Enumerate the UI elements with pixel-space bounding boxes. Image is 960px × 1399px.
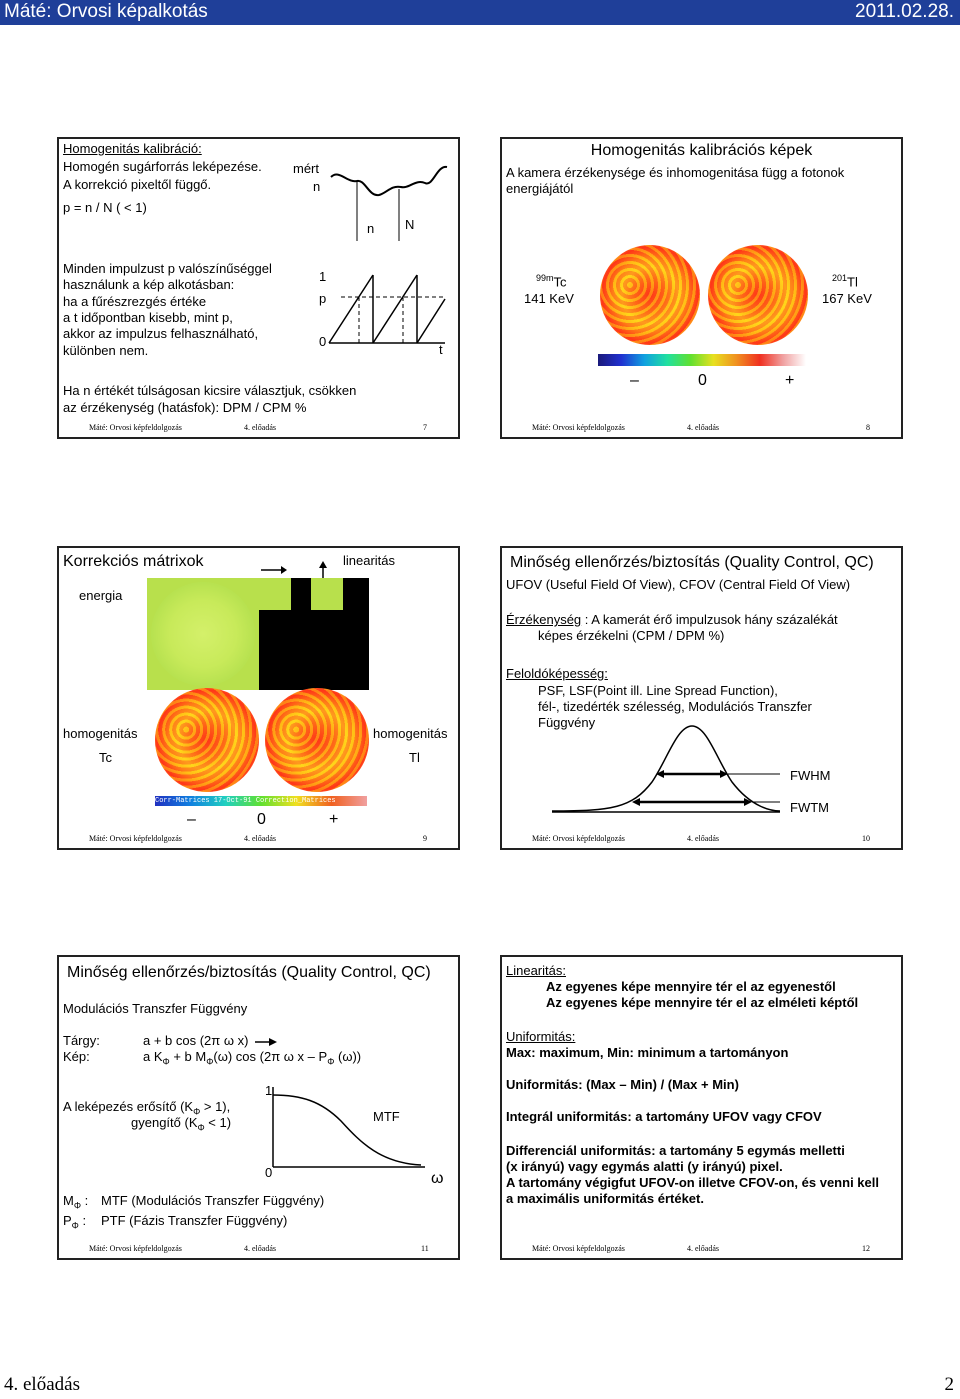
slide11-m-label: M: [63, 1193, 74, 1208]
slide7-footer-num: 7: [423, 423, 427, 432]
slide7-sawtooth-diagram: [327, 259, 447, 349]
slide11-footer-num: 11: [421, 1244, 429, 1253]
slide9-minus: –: [187, 811, 196, 828]
slide9-homog1: homogenitás: [63, 726, 138, 741]
slide7-axis-0: 0: [319, 334, 327, 349]
slide9-energia: energia: [79, 588, 123, 603]
slide7-n-label: n: [313, 179, 321, 194]
slide11-phi7: Φ: [71, 1220, 79, 1231]
slide7-mert-label: mért: [293, 161, 319, 176]
slide11-phi1: Φ: [162, 1056, 170, 1067]
slide7-para4: a t időpontban kisebb, mint p,: [63, 310, 233, 325]
slide8-tc: Tc: [553, 274, 567, 290]
slide10-fwtm: FWTM: [790, 800, 829, 815]
slide-9: [57, 546, 460, 850]
slide9-tc: Tc: [99, 750, 112, 765]
slide11-kep-f3: (ω) cos (2π ω x – P: [213, 1049, 328, 1064]
slide7-para2: használunk a kép alkotásban:: [63, 277, 235, 292]
slide11-footer-author: Máté: Orvosi képfeldolgozás: [89, 1244, 182, 1253]
slide12-lin2: Az egyenes képe mennyire tér el az elméleti képtől: [546, 995, 859, 1010]
slide11-phi6: Φ: [73, 1200, 82, 1211]
slide7-axis-t: t: [439, 342, 443, 357]
slide8-tl-kev: 167 KeV: [822, 291, 872, 306]
slide11-phi3: Φ: [327, 1056, 335, 1067]
page-footer-lecture: 4. előadás: [4, 1374, 80, 1395]
slide7-bottom1: Ha n értékét túlságosan kicsire választjuk, csökken: [63, 383, 357, 398]
slide10-f3: Függvény: [538, 715, 596, 730]
slide7-para5: akkor az impulzus felhasználható,: [63, 326, 259, 341]
slide11-mtf-curve: [271, 1087, 427, 1169]
slide8-title: Homogenitás kalibrációs képek: [590, 142, 813, 159]
slide11-lek2: gyengítő (K: [131, 1115, 198, 1130]
slide10-f2: fél-, tizedérték szélesség, Modulációs Transzfer: [538, 699, 812, 714]
slide10-footer-num: 10: [862, 834, 870, 843]
slide9-footer-author: Máté: Orvosi képfeldolgozás: [89, 834, 182, 843]
slide7-para3: ha a fűrészrezgés értéke: [63, 294, 207, 309]
slide8-tl-label: [832, 273, 858, 291]
slide8-tc-label: [536, 273, 567, 291]
slide8-tl: Tl: [847, 274, 858, 290]
slide11-footer-lecture: 4. előadás: [244, 1244, 276, 1253]
slide12-lin-title: Linearitás:: [506, 963, 566, 978]
slide7-axis-1: 1: [319, 269, 327, 284]
slide12-unif-title: Uniformitás:: [506, 1029, 576, 1044]
slide10-ufov: UFOV (Useful Field Of View), CFOV (Central Field Of View): [506, 577, 851, 592]
slide11-kep-f2: + b M: [169, 1049, 207, 1064]
slide9-tl-homog-image: [265, 688, 369, 792]
slide9-homog2: homogenitás: [373, 726, 448, 741]
slide12-diff1: Differenciál uniformitás: a tartomány 5 egymás melletti: [506, 1143, 845, 1158]
slide7-footer-author: Máté: Orvosi képfeldolgozás: [89, 423, 182, 432]
slide10-f1: PSF, LSF(Point ill. Line Spread Function),: [538, 683, 778, 698]
slide7-line3: p = n / N ( < 1): [63, 200, 147, 215]
header-title: Máté: Orvosi képalkotás: [4, 1, 208, 22]
slide11-p-label: P: [63, 1213, 72, 1228]
slide8-sub2: energiájától: [506, 181, 574, 196]
slide10-psf-curve: [552, 722, 782, 822]
slide7-para6: különben nem.: [63, 343, 149, 358]
slide8-footer-author: Máté: Orvosi képfeldolgozás: [532, 423, 625, 432]
slide8-color-scale: [598, 354, 806, 366]
slide11-kep: Kép:: [63, 1049, 90, 1064]
slide-11: Minőség ellenőrzés/biztosítás (Quality Control, QC) Modulációs Transzfer Függvény Tárgy: a + b cos (2π ω x) Kép: a $K_\Phi + b$ $M_\Phi(\omega)$ cos (2π ω x – $P_\Phi$ (ω)) A leképezés erősítő $(K_\Phi > 1)$, gyengítő $(K_\Phi < 1)$ 1 0 ω MTF $M_\Phi$ : MTF (Modulációs Transzfer Függvény) $P_\Phi$ : PTF (Fázis Transzfer Függvény) Máté: Orvosi képfeldolgozás 4. előadás 11: [57, 955, 460, 1260]
slide11-kep-f1: a K: [143, 1049, 163, 1064]
slide9-tc-homog-image: [155, 688, 259, 792]
slide11-arrow-icon: [255, 1037, 279, 1047]
slide10-footer-author: Máté: Orvosi képfeldolgozás: [532, 834, 625, 843]
slide8-plus: +: [785, 372, 795, 389]
slide7-footer-lecture: 4. előadás: [244, 423, 276, 432]
slide10-erz-text2: képes érzékelni (CPM / DPM %): [538, 628, 725, 643]
slide7-title: Homogenitás kalibráció:: [63, 141, 202, 156]
slide8-footer-lecture: 4. előadás: [687, 423, 719, 432]
slide8-tl-image: [708, 245, 808, 345]
slide8-zero: 0: [698, 372, 707, 389]
slide9-plus: +: [329, 811, 339, 828]
slide12-diff2: (x irányú) vagy egymás alatti (y irányú) pixel.: [506, 1159, 783, 1174]
slide10-fwhm: FWHM: [790, 768, 831, 783]
slide11-omega: ω: [431, 1170, 444, 1187]
slide10-title: Minőség ellenőrzés/biztosítás (Quality Control, QC): [510, 554, 874, 571]
slide-10: [500, 546, 903, 850]
slide11-kep-f4: (ω)): [334, 1049, 362, 1064]
slide11-lek1b: > 1),: [200, 1099, 231, 1114]
slide8-sub1: A kamera érzékenysége és inhomogenitása függ a fotonok: [506, 165, 845, 180]
slide12-footer-author: Máté: Orvosi képfeldolgozás: [532, 1244, 625, 1253]
slide12-unif1: Max: maximum, Min: minimum a tartományon: [506, 1045, 789, 1060]
slide8-tc-image: [600, 245, 700, 345]
slide-7: [57, 137, 460, 439]
slide9-tl: Tl: [409, 750, 420, 765]
slide9-linearity-matrix: [259, 578, 369, 690]
slide7-line2: A korrekció pixeltől függő.: [63, 177, 212, 192]
slide7-N-label: N: [405, 217, 415, 232]
slide12-diff4: a maximális uniformitás értéket.: [506, 1191, 704, 1206]
slide9-footer-lecture: 4. előadás: [244, 834, 276, 843]
slide7-noise-curve: [329, 157, 449, 242]
slide11-phi5: Φ: [197, 1122, 205, 1133]
slide12-diff3: A tartomány végigfut UFOV-on illetve CFOV-on, és venni kell: [506, 1175, 879, 1190]
slide11-phi4: Φ: [193, 1106, 201, 1117]
slide7-n-bottom: n: [367, 221, 375, 236]
slide10-erz-label: Érzékenység: [506, 612, 582, 627]
slide11-mtf-title: Modulációs Transzfer Függvény: [63, 1001, 248, 1016]
slide12-integ: Integrál uniformitás: a tartomány UFOV vagy CFOV: [506, 1109, 822, 1124]
header-date: 2011.02.28.: [855, 1, 954, 22]
slide7-para1: Minden impulzust p valószínűséggel: [63, 261, 272, 276]
slide-8: [500, 137, 903, 439]
slide7-axis-p: p: [319, 291, 327, 306]
slide7-line1: Homogén sugárforrás leképezése.: [63, 159, 262, 174]
slide11-kep-formula: [143, 1049, 361, 1068]
slide11-lek1: A leképezés erősítő (K: [63, 1099, 194, 1114]
slide11-m-text: MTF (Modulációs Transzfer Függvény): [101, 1193, 325, 1208]
slide11-mtf-label: MTF: [373, 1109, 400, 1124]
slide12-unif2: Uniformitás: (Max – Min) / (Max + Min): [506, 1077, 739, 1092]
slide8-tl-sup: 201: [832, 273, 848, 283]
slide9-zero: 0: [257, 811, 266, 828]
slide12-lin1: Az egyenes képe mennyire tér el az egyenestől: [546, 979, 836, 994]
slide9-energy-matrix: [147, 578, 259, 690]
slide9-title: Korrekciós mátrixok: [63, 553, 204, 570]
page-number: 2: [944, 1374, 954, 1395]
slide9-footer-num: 9: [423, 834, 427, 843]
slide-12: [500, 955, 903, 1260]
slide8-footer-num: 8: [866, 423, 870, 432]
slide8-minus: –: [630, 372, 639, 389]
header-bar: [0, 0, 960, 25]
slide9-scale-bar: Corr-Matrices 17-Oct-91 Correction_Matrices: [155, 796, 367, 806]
slide11-lek2b: < 1): [204, 1115, 232, 1130]
slide10-erz-text: : A kamerát érő impulzusok hány százalékát: [581, 612, 838, 627]
slide10-felold: Feloldóképesség:: [506, 666, 608, 681]
slide12-footer-lecture: 4. előadás: [687, 1244, 719, 1253]
slide8-tc-kev: 141 KeV: [524, 291, 574, 306]
slide11-axis-0: 0: [265, 1165, 273, 1180]
slide12-footer-num: 12: [862, 1244, 870, 1253]
slide10-footer-lecture: 4. előadás: [687, 834, 719, 843]
slide11-p-text: PTF (Fázis Transzfer Függvény): [101, 1213, 288, 1228]
slide8-tc-sup: 99m: [536, 273, 554, 283]
slide7-bottom2: az érzékenység (hatásfok): DPM / CPM %: [63, 400, 307, 415]
slide11-targy-formula: a + b cos (2π ω x): [143, 1033, 249, 1048]
slide11-title: Minőség ellenőrzés/biztosítás (Quality Control, QC): [67, 964, 431, 981]
slide11-targy: Tárgy:: [63, 1033, 100, 1048]
slide11-axis-1: 1: [265, 1083, 273, 1098]
slide11-phi2: Φ: [206, 1056, 214, 1067]
slide9-linearitas: linearitás: [343, 553, 396, 568]
